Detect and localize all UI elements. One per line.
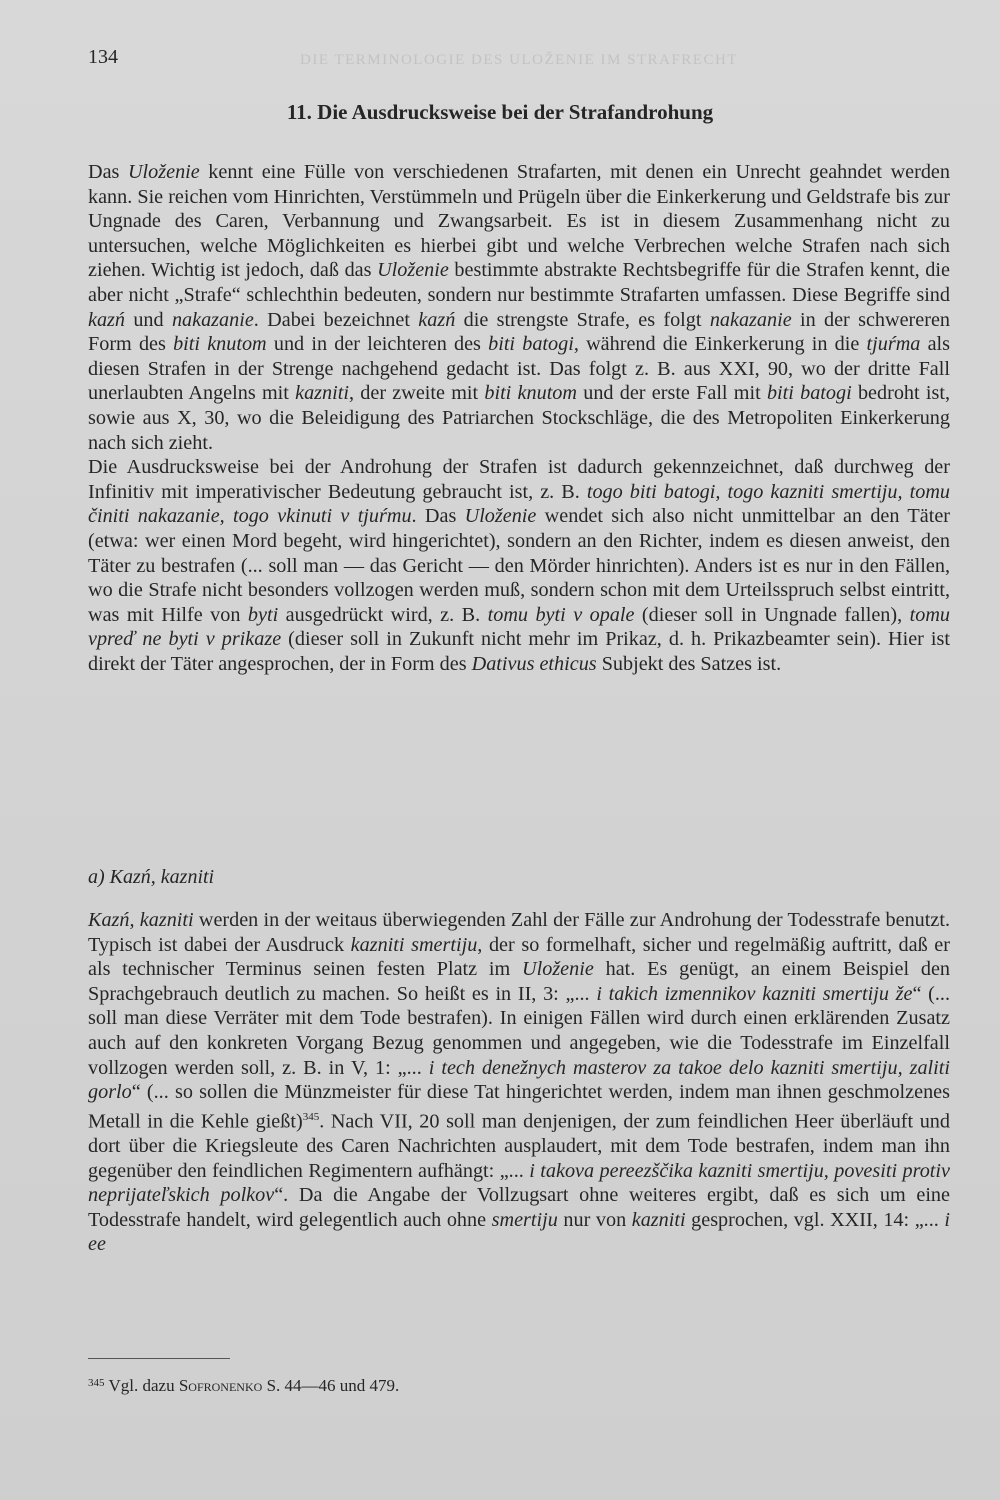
running-head-bleedthrough: DIE TERMINOLOGIE DES ULOŽENIE IM STRAFRECHT	[300, 52, 738, 68]
page-number: 134	[88, 46, 118, 68]
paragraph-1: Das Uloženie kennt eine Fülle von verschiedenen Strafarten, mit denen ein Unrecht geahndet werden kann. Sie reichen vom Hinrichten, Verstümmeln und Prügeln über die Einkerkerung und Geldstrafe bis zur Ungnade des Caren, Verbannung und Zwangsarbeit. Es ist in diesem Zusammenhang nicht zu untersuchen, welche Möglichkeiten es hierbei gibt und welche Verbrechen welche Strafen nach sich ziehen. Wichtig ist jedoch, daß das Uloženie bestimmte abstrakte Rechtsbegriffe für die Strafen kennt, die aber nicht „Strafe“ schlechthin bedeuten, sondern nur bestimmte Strafarten umfassen. Diese Begriffe sind kazń und nakazanie. Dabei bezeichnet kazń die strengste Strafe, es folgt nakazanie in der schwereren Form des biti knutom und in der leichteren des biti batogi, während die Einkerkerung in die tjuŕma als diesen Strafen in der Strenge nachgehend gedacht ist. Das folgt z. B. aus XXI, 90, wo der dritte Fall unerlaubten Angelns mit kazniti, der zweite mit biti knutom und der erste Fall mit biti batogi bedroht ist, sowie aus X, 30, wo die Beleidigung des Patriarchen Stockschläge, die des Metropoliten Einkerkerung nach sich zieht.	[88, 161, 951, 454]
footnote: $^{345}$ Vgl. dazu Sofronenko S. 44—46 und 479.	[88, 1376, 400, 1395]
subsection-text	[88, 908, 950, 1257]
footnote-number: 345	[88, 1377, 105, 1389]
section-heading: 11. Die Ausdrucksweise bei der Strafandrohung	[286, 100, 714, 124]
footnote-ref: 345	[302, 1110, 320, 1123]
footnote-author: Sofronenko	[178, 1376, 263, 1395]
paragraph-3: Kazń, kazniti werden in der weitaus überwiegenden Zahl der Fälle zur Androhung der Todesstrafe benutzt. Typisch ist dabei der Ausdruck kazniti smertiju, der so formelhaft, sicher und regelmäßig auftritt, daß er als technischer Terminus seinen festen Platz im Uloženie hat. Es genügt, an einem Beispiel den Sprachgebrauch deutlich zu machen. So heißt es in II, 3: „... i takich izmennikov kazniti smertiju že“ (... soll man diese Verräter mit dem Tode bestrafen). In einigen Fällen wird durch einen erklärenden Zusatz auch auf den konkreten Vorgang Bezug genommen und angegeben, wie die Todesstrafe im Einzelfall vollzogen werden soll, z. B. in V, 1: „... i tech denežnych masterov za takoe delo kazniti smertiju, zaliti gorlo“ (... so sollen die Münzmeister für diese Tat hingerichtet werden, indem man ihnen geschmolzenes Metall in die Kehle gießt)$^{345}$. Nach VII, 20 soll man denjenigen, der zum feindlichen Heer überläuft und dort über die Kriegsleute des Caren Nachrichten ausplaudert, mit dem Tode bestrafen, indem man ihn gegenüber den feindlichen Regimentern aufhängt: „... i takova pereezščika kazniti smertiju, povesiti protiv neprijateľskich polkov“. Da die Angabe der Vollzugsart ohne weiteres ergibt, daß es sich um eine Todesstrafe handelt, wird gelegentlich auch ohne smertiju nur von kazniti gesprochen, vgl. XXII, 14: „... i ee	[88, 909, 951, 1256]
paragraph-2: Die Ausdrucksweise bei der Androhung der Strafen ist dadurch gekennzeichnet, daß durchweg der Infinitiv mit imperativischer Bedeutung gebraucht ist, z. B. togo biti batogi, togo kazniti smertiju, tomu činiti nakazanie, togo vkinuti v tjuŕmu. Das Uloženie wendet sich also nicht unmittelbar an den Täter (etwa: wer einen Mord begeht, wird hingerichtet), sondern an den Richter, indem es diesen anweist, den Täter zu bestrafen (... soll man — das Gericht — den Mörder hinrichten). Anders ist es nur in den Fällen, wo die Strafe nicht besonders vollzogen werden muß, sondern schon mit dem Urteilsspruch selbst eintritt, was mit Hilfe von byti ausgedrückt wird, z. B. tomu byti v opale (dieser soll in Ungnade fallen), tomu vpreď ne byti v prikaze (dieser soll in Zukunft nicht mehr im Prikaz, d. h. Prikazbeamter sein). Hier ist direkt der Täter angesprochen, der in Form des Dativus ethicus Subjekt des Satzes ist.	[88, 456, 950, 675]
subsection-heading: a) Kazń, kazniti	[88, 866, 215, 888]
footnote-rule	[88, 1358, 230, 1359]
intro-text	[88, 160, 950, 676]
